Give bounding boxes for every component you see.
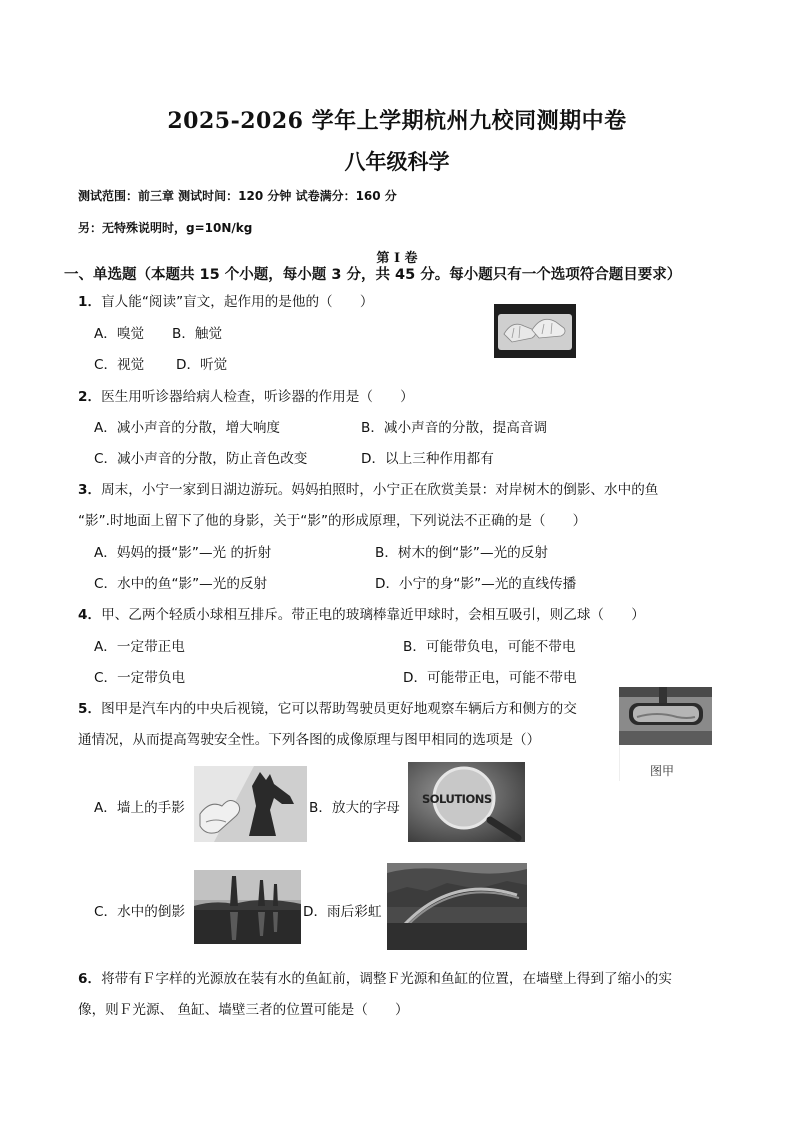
- question-number: 3．: [78, 482, 102, 498]
- q1-option-d: D．听觉: [176, 357, 228, 373]
- question-number: 4．: [78, 607, 102, 623]
- exam-scope: 测试范围：前三章 测试时间：120 分钟 试卷满分：160 分: [78, 189, 397, 203]
- exam-title: 2025-2026 学年上学期杭州九校同测期中卷: [167, 108, 627, 134]
- q3-option-b: B．树木的倒“影”—光的反射: [375, 545, 548, 561]
- q4-option-b: B．可能带负电，可能不带电: [403, 639, 576, 655]
- question-2-stem: [78, 385, 414, 405]
- q5-option-a: A．墙上的手影: [94, 800, 185, 816]
- question-text: 将带有Ｆ字样的光源放在装有水的鱼缸前，调整Ｆ光源和鱼缸的位置，在墙壁上得到了缩小的实: [101, 971, 672, 987]
- exam-subtitle: 八年级科学: [344, 149, 450, 174]
- question-number: 2．: [78, 389, 102, 405]
- question-text: 甲、乙两个轻质小球相互排斥。带正电的玻璃棒靠近甲球时，会相互吸引，则乙球（ ）: [101, 607, 645, 623]
- magnifier-text: SOLUTIONS: [422, 792, 492, 806]
- question-text: 周末，小宁一家到日湖边游玩。妈妈拍照时，小宁正在欣赏美景：对岸树木的倒影、水中的鱼: [101, 482, 659, 498]
- q5-option-c: C．水中的倒影: [94, 904, 186, 920]
- section-title: 一、单选题（本题共 15 个小题，每小题 3 分，共 45 分。每小题只有一个选项符合题目要求）: [64, 267, 682, 283]
- q5-option-d: D．雨后彩虹: [303, 904, 382, 920]
- q3-option-a: A．妈妈的摄“影”—光 的折射: [94, 545, 272, 561]
- question-3-stem: [78, 478, 658, 498]
- question-3-stem-line-2: “影”.时地面上留下了他的身影，关于“影”的形成原理，下列说法不正确的是（ ）: [78, 513, 587, 529]
- question-number: 5．: [78, 701, 102, 717]
- rearview-mirror-image: [619, 687, 712, 745]
- exam-note: 另：无特殊说明时，g=10N/kg: [78, 221, 253, 235]
- question-5-stem-line-2: 通情况，从而提高驾驶安全性。下列各图的成像原理与图甲相同的选项是（）: [78, 732, 541, 748]
- figure-caption-box: [619, 745, 713, 781]
- q4-option-a: A．一定带正电: [94, 639, 185, 655]
- question-text: 盲人能“阅读”盲文，起作用的是他的（ ）: [101, 294, 374, 310]
- figure-caption: 图甲: [650, 764, 675, 778]
- rainbow-image: [387, 863, 527, 950]
- q4-option-c: C．一定带负电: [94, 670, 186, 686]
- q2-option-d: D．以上三种作用都有: [361, 451, 494, 467]
- hand-shadow-image: [194, 766, 307, 842]
- volume-label: 第 I 卷: [376, 251, 418, 266]
- q2-option-b: B．减小声音的分散，提高音调: [361, 420, 548, 436]
- q4-option-d: D．可能带正电，可能不带电: [403, 670, 577, 686]
- q1-option-c: C．视觉: [94, 357, 145, 373]
- question-number: 6．: [78, 971, 102, 987]
- question-6-stem-line-2: 像，则Ｆ光源、 鱼缸、墙壁三者的位置可能是（ ）: [78, 1002, 409, 1018]
- pagoda-reflection-image: [194, 870, 301, 944]
- question-number: 1．: [78, 294, 102, 310]
- question-text: 图甲是汽车内的中央后视镜，它可以帮助驾驶员更好地观察车辆后方和侧方的交: [101, 701, 577, 717]
- question-1-stem: [78, 290, 373, 310]
- question-5-stem: [78, 697, 577, 717]
- q2-option-a: A．减小声音的分散，增大响度: [94, 420, 281, 436]
- q2-option-c: C．减小声音的分散，防止音色改变: [94, 451, 308, 467]
- q3-option-c: C．水中的鱼“影”—光的反射: [94, 576, 268, 592]
- q3-option-d: D．小宁的身“影”—光的直线传播: [375, 576, 577, 592]
- question-6-stem: [78, 967, 672, 987]
- braille-reading-image: [494, 304, 576, 358]
- q1-option-a: A．嗅觉: [94, 326, 145, 342]
- q1-option-b: B．触觉: [172, 326, 223, 342]
- question-text: 医生用听诊器给病人检查，听诊器的作用是（ ）: [101, 389, 414, 405]
- magnifier-image: [408, 762, 525, 842]
- q5-option-b: B．放大的字母: [309, 800, 400, 816]
- question-4-stem: [78, 603, 645, 623]
